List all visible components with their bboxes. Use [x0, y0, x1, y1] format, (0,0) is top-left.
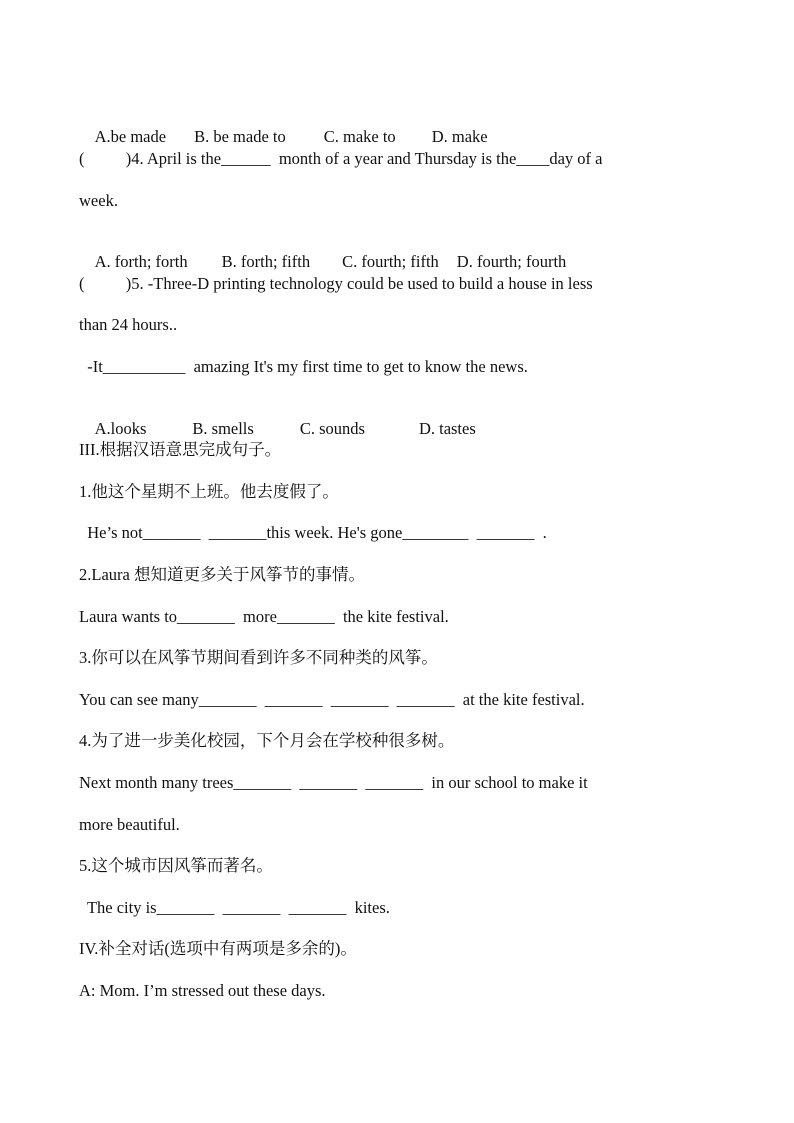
sentence-3-english: You can see many_______ _______ _______ _______ at the kite festival.: [79, 690, 585, 709]
q5-line-2: than 24 hours..: [79, 315, 178, 334]
sentence-2-chinese: 2.Laura 想知道更多关于风筝节的事情。: [79, 565, 365, 584]
sentence-4-english-line-1: Next month many trees_______ _______ _______ in our school to make it: [79, 773, 588, 792]
q4-option-b: B. forth; fifth: [221, 252, 311, 271]
q3-option-a: A.be made: [94, 127, 167, 146]
q5-option-b: B. smells: [192, 419, 254, 438]
sentence-4-english-line-2: more beautiful.: [79, 815, 180, 834]
q4-line-2: week.: [79, 191, 118, 210]
q3-option-c: C. make to: [323, 127, 396, 146]
q5-option-a: A.looks: [94, 419, 147, 438]
section-3-heading: III.根据汉语意思完成句子。: [79, 440, 282, 459]
q4-option-c: C. fourth; fifth: [342, 252, 439, 271]
sentence-5-chinese: 5.这个城市因风筝而著名。: [79, 856, 273, 875]
q5-option-d: D. tastes: [418, 419, 476, 438]
q4-option-d: D. fourth; fourth: [456, 252, 567, 271]
q5-line-3: -It__________ amazing It's my first time to get to know the news.: [79, 357, 528, 376]
dialogue-line-1: A: Mom. I’m stressed out these days.: [79, 981, 326, 1000]
sentence-5-english: The city is_______ _______ _______ kites.: [79, 898, 390, 917]
section-4-heading: IV.补全对话(选项中有两项是多余的)。: [79, 939, 357, 958]
q4-option-a: A. forth; forth: [94, 252, 188, 271]
sentence-3-chinese: 3.你可以在风筝节期间看到许多不同种类的风筝。: [79, 648, 438, 667]
sentence-1-chinese: 1.他这个星期不上班。他去度假了。: [79, 482, 339, 501]
q3-option-d: D. make: [431, 127, 488, 146]
q5-option-c: C. sounds: [299, 419, 365, 438]
q4-line-1: ( )4. April is the______ month of a year and Thursday is the____day of a: [79, 149, 603, 168]
sentence-1-english: He’s not_______ _______this week. He's gone________ _______ .: [79, 523, 547, 542]
q3-option-b: B. be made to: [194, 127, 286, 146]
sentence-4-chinese: 4.为了进一步美化校园，下个月会在学校种很多树。: [79, 731, 455, 750]
q5-line-1: ( )5. -Three-D printing technology could be used to build a house in less: [79, 274, 593, 293]
sentence-2-english: Laura wants to_______ more_______ the kite festival.: [79, 607, 449, 626]
